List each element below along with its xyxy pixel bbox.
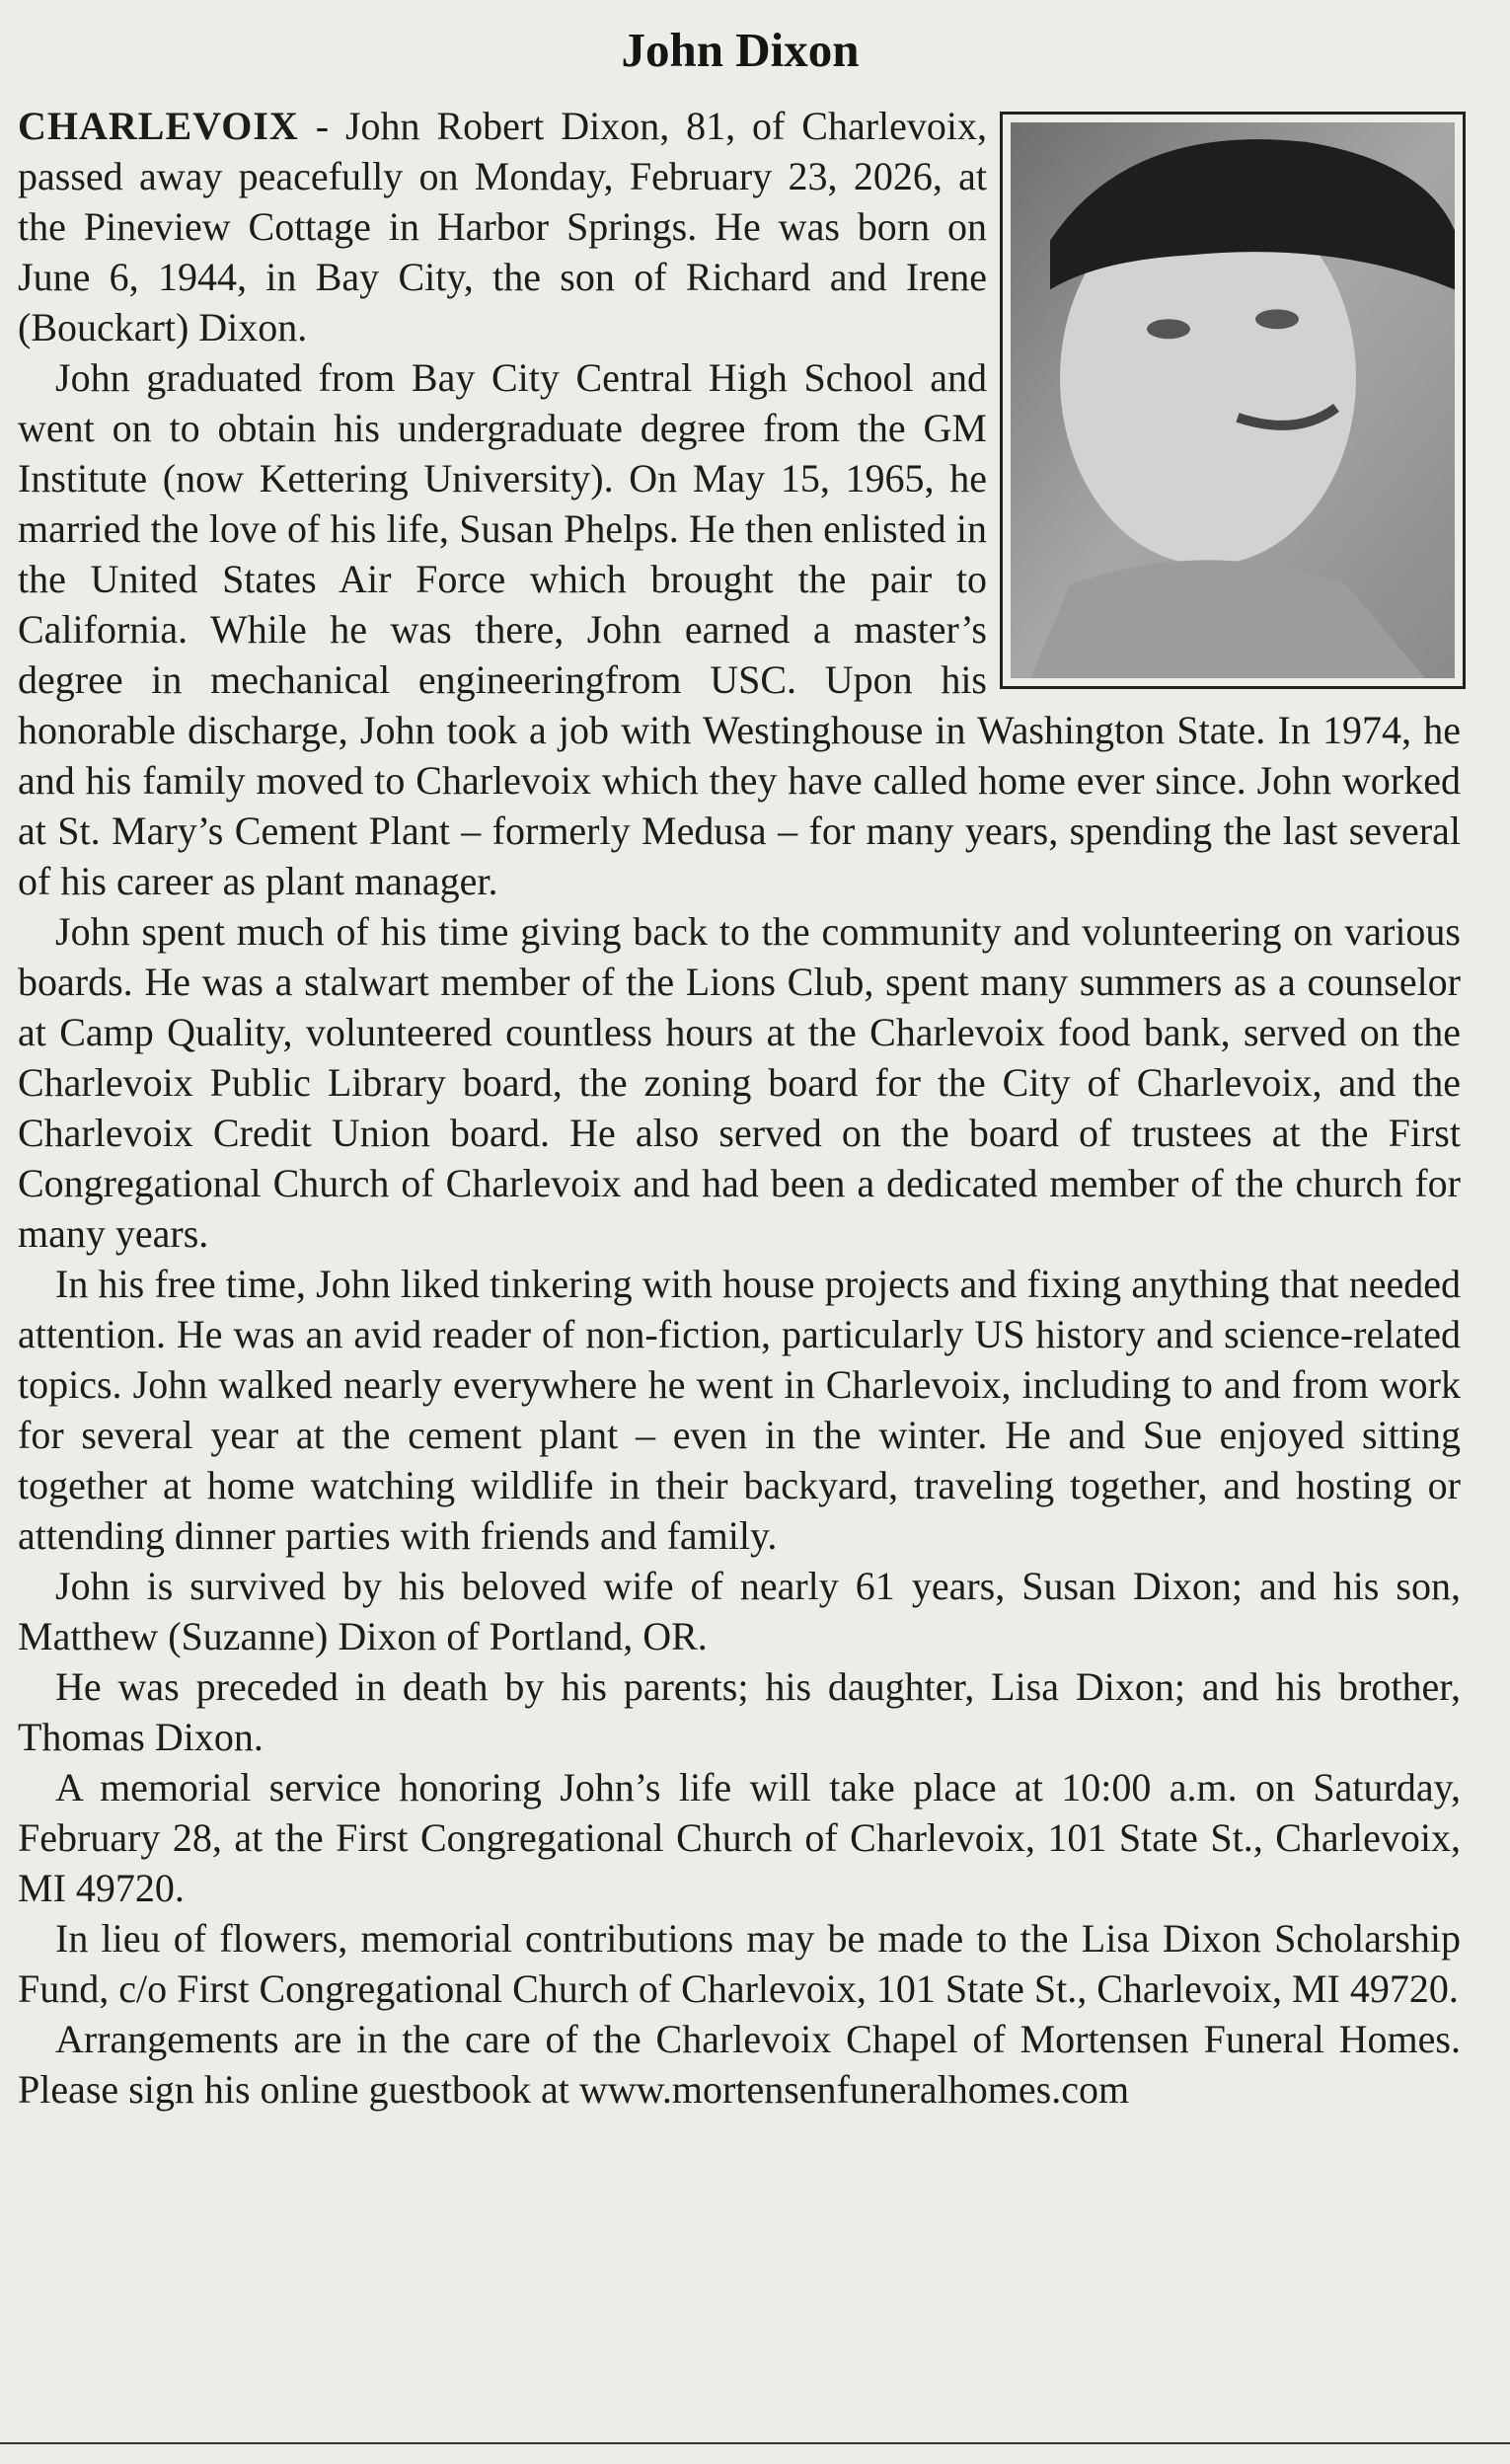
paragraph-community: John spent much of his time giving back to the community and volunteering on various boards. He was a stalwart member of the Lions Club, spent many summers as a counselor at Camp Quality, volunteered countless hours at the Charlevoix food bank, served on the Charlevoix Public Library board, the zoning board for the City of Charlevoix, and the Charlevoix Credit Union board. He also served on the board of trustees at the First Congregational Church of Charlevoix and had been a dedicated member of the church for many years. xyxy=(18,909,1461,1256)
dateline: CHARLEVOIX xyxy=(18,104,299,148)
paragraph-education: John graduated from Bay City Central High School and went on to obtain his undergraduate degree from the GM Institute (now Kettering University). On May 15, 1965, he married the love of his life, Susan Phelps. He then enlisted in the United States Air Force which brought the pair to California. While he was there, John earned a master’s degree in mechanical engineeringfrom USC. Upon his honorable discharge, John took a job with Westinghouse in Washington State. In 1974, he and his family moved to Charlevoix which they have called home ever since. John worked at St. Mary’s Cement Plant – formerly Medusa – for many years, spending the last several of his career as plant manager. xyxy=(18,355,1461,903)
paragraph-contributions: In lieu of flowers, memorial contributions may be made to the Lisa Dixon Scholarship Fund, c/o First Congregational Church of Charlevoix, 101 State St., Charlevoix, MI 49720. xyxy=(18,1916,1461,2011)
paragraph-arrangements: Arrangements are in the care of the Charlevoix Chapel of Mortensen Funeral Homes. Please sign his online guestbook at www.mortensenfuneralhomes.com xyxy=(18,2017,1461,2112)
paragraph-service: A memorial service honoring John’s life will take place at 10:00 a.m. on Saturday, February 28, at the First Congregational Church of Charlevoix, 101 State St., Charlevoix, MI 49720. xyxy=(18,1765,1461,1910)
obituary-headline: John Dixon xyxy=(621,23,860,77)
paragraph-preceded: He was preceded in death by his parents; his daughter, Lisa Dixon; and his brother, Thomas Dixon. xyxy=(18,1664,1461,1759)
paragraph-free-time: In his free time, John liked tinkering with house projects and fixing anything that needed attention. He was an avid reader of non-fiction, particularly US history and science-related topics. John walked nearly everywhere he went in Charlevoix, including to and from work for several year at the cement plant – even in the winter. He and Sue enjoyed sitting together at home watching wildlife in their backyard, traveling together, and hosting or attending dinner parties with friends and family. xyxy=(18,1262,1461,1558)
paragraph-survivors: John is survived by his beloved wife of nearly 61 years, Susan Dixon; and his son, Matthew (Suzanne) Dixon of Portland, OR. xyxy=(18,1564,1461,1658)
paragraph-intro-text: - John Robert Dixon, 81, of Charlevoix, passed away peacefully on Monday, February 23, 2026, at the Pineview Cottage in Harbor Springs. He was born on June 6, 1944, in Bay City, the son of Richard and Irene (Bouckart) Dixon. xyxy=(18,104,987,349)
bottom-divider xyxy=(0,2442,1510,2444)
obituary-body xyxy=(18,101,1461,2115)
